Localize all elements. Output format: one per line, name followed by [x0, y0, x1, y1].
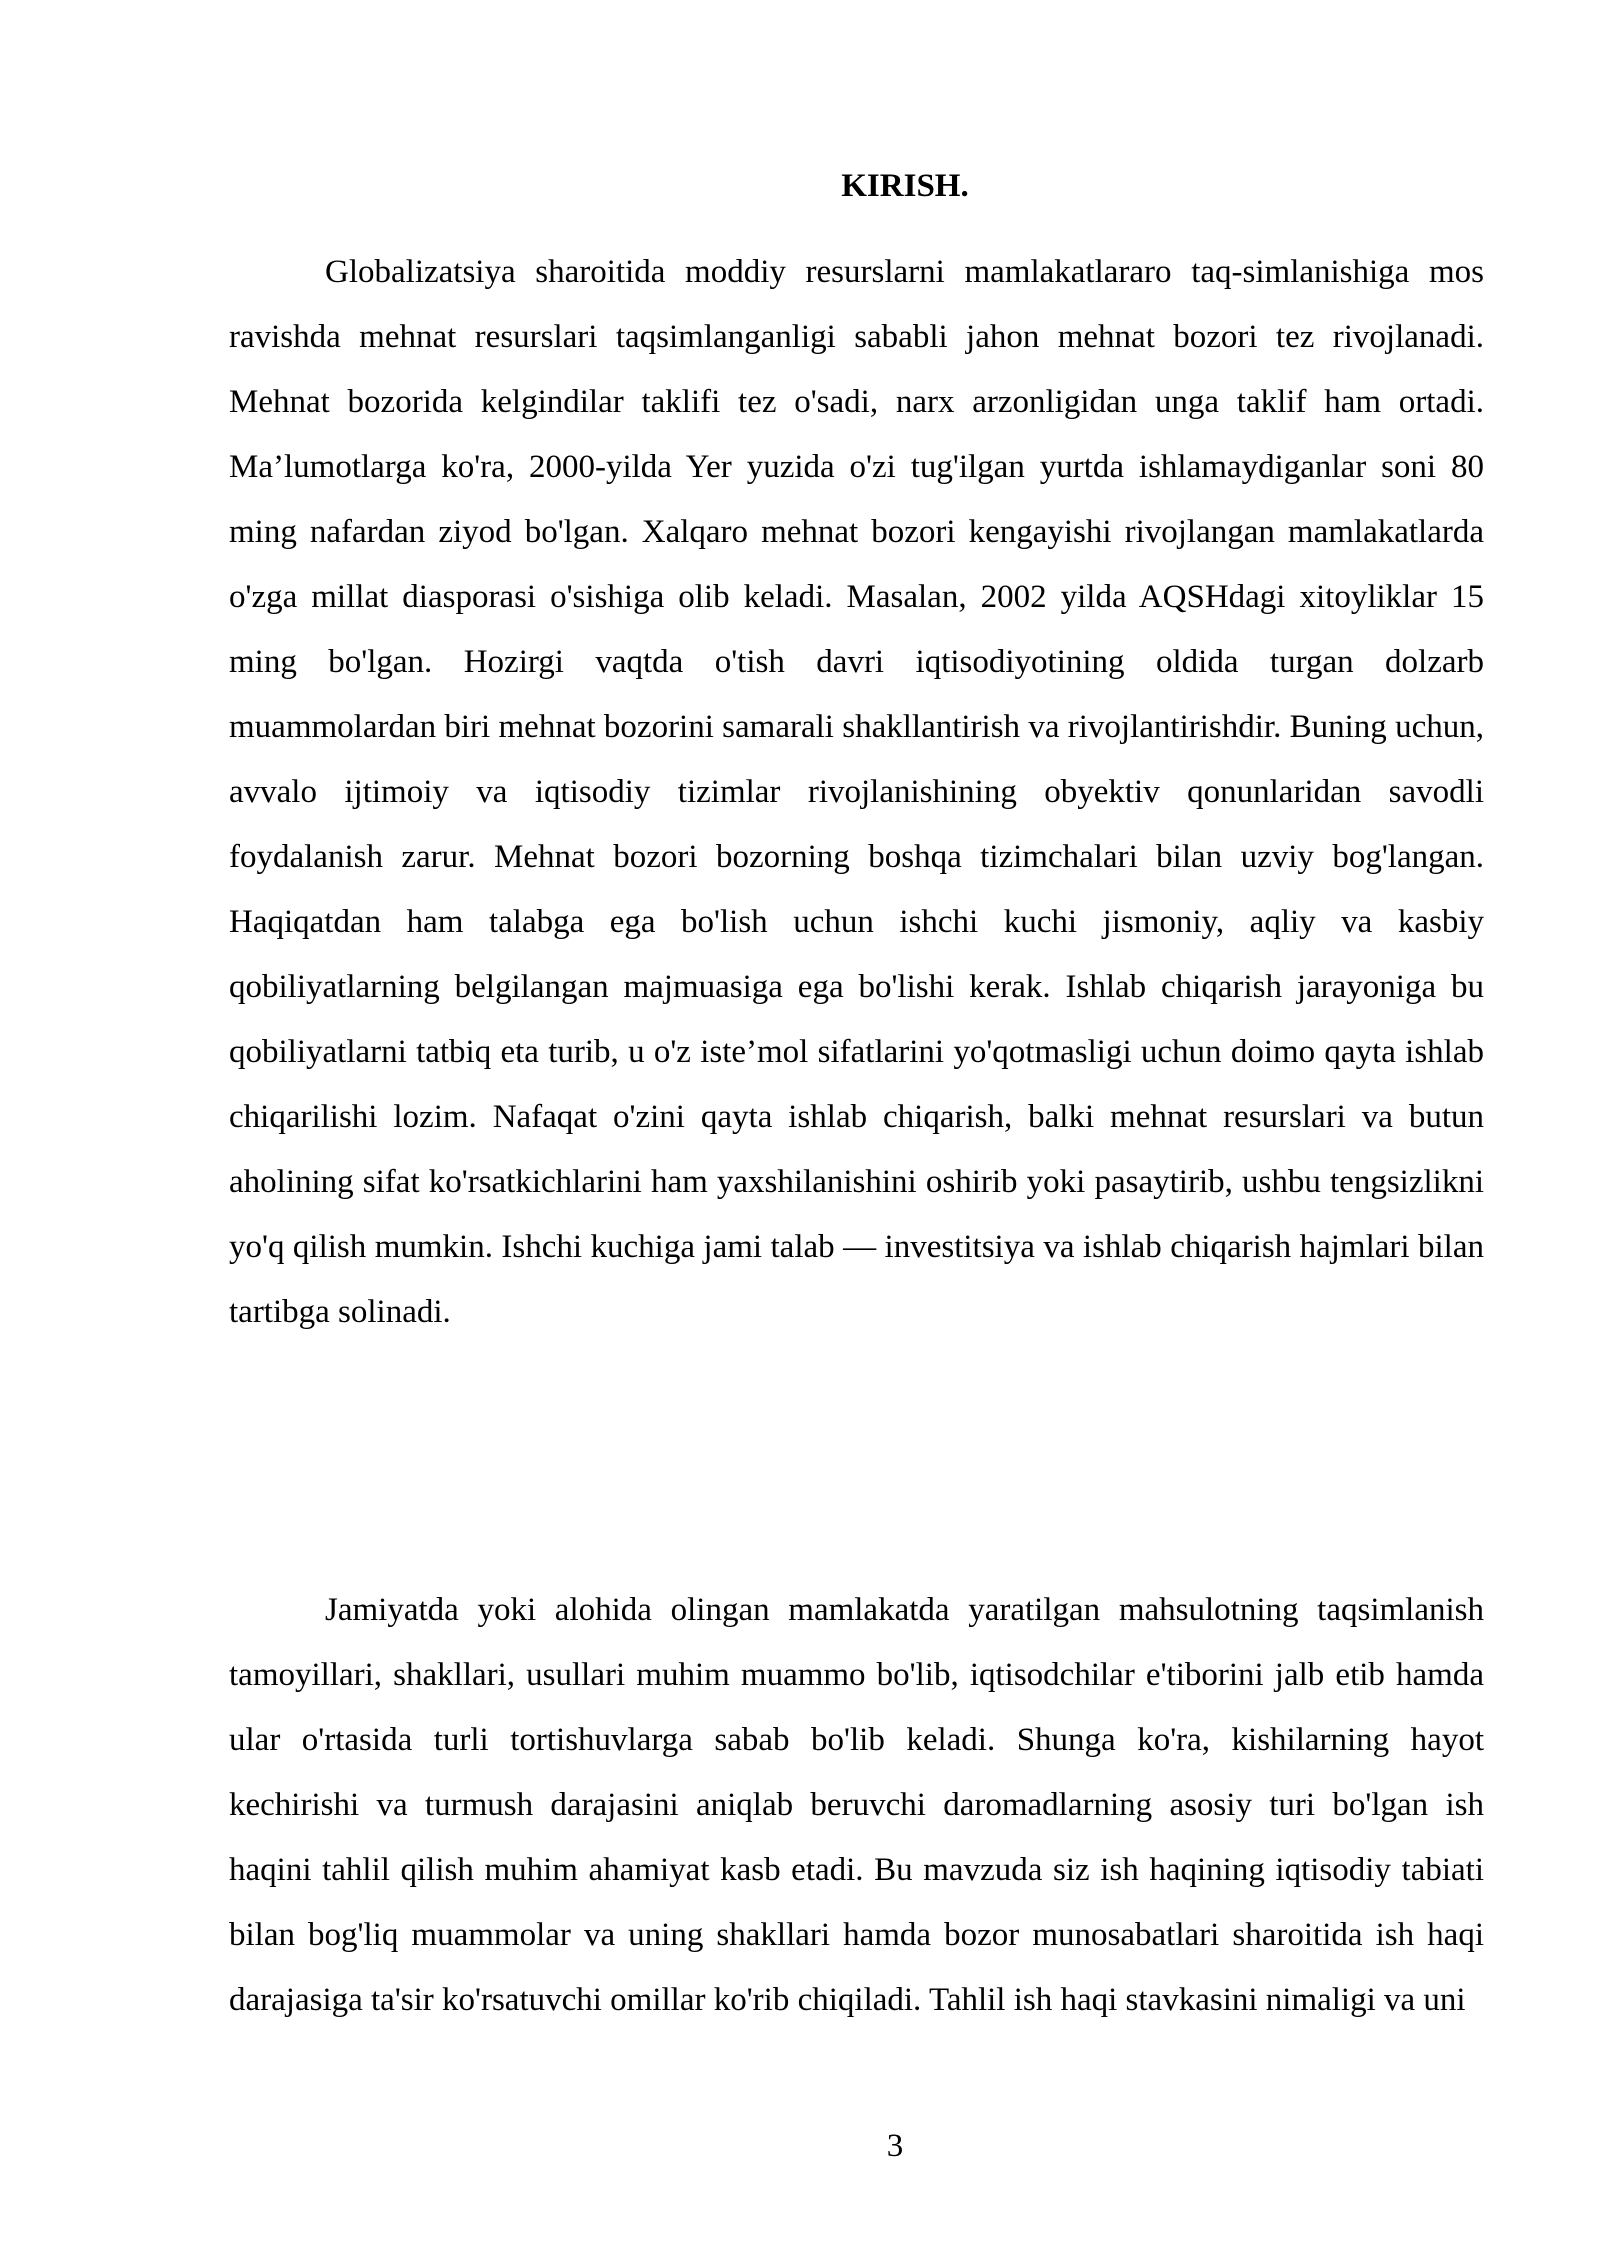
- page-title: KIRISH.: [841, 168, 969, 204]
- body-paragraph: Globalizatsiya sharoitida moddiy resurslarni mamlakatlararo taq-simlanishiga mos ravishda mehnat resurslari taqsimlanganligi sababli jahon mehnat bozori tez rivojlanadi. Mehnat bozorida kelgindilar taklifi tez o'sadi, narx arzonligidan unga taklif ham ortadi. Ma’lumotlarga ko'ra, 2000-yilda Yer yuzida o'zi tug'ilgan yurtda ishlamaydiganlar soni 80 ming nafardan ziyod bo'lgan. Xalqaro mehnat bozori kengayishi rivojlangan mamlakatlarda o'zga millat diasporasi o'sishiga olib keladi. Masalan, 2002 yilda AQSHdagi xitoyliklar 15 ming bo'lgan. Hozirgi vaqtda o'tish davri iqtisodiyotining oldida turgan dolzarb muammolardan biri mehnat bozorini samarali shakllantirish va rivojlantirishdir. Buning uchun, avvalo ijtimoiy va iqtisodiy tizimlar rivojlanishining obyektiv qonunlaridan savodli foydalanish zarur. Mehnat bozori bozorning boshqa tizimchalari bilan uzviy bog'langan. Haqiqatdan ham talabga ega bo'lish uchun ishchi kuchi jismoniy, aqliy va kasbiy qobiliyatlarning belgilangan majmuasiga ega bo'lishi kerak. Ishlab chiqarish jarayoniga bu qobiliyatlarni tatbiq eta turib, u o'z iste’mol sifatlarini yo'qotmasligi uchun doimo qayta ishlab chiqarilishi lozim. Nafaqat o'zini qayta ishlab chiqarish, balki mehnat resurslari va butun aholining sifat ko'rsatkichlarini ham yaxshilanishini oshirib yoki pasaytirib, ushbu tengsizlikni yo'q qilish mumkin. Ishchi kuchiga jami talab — investitsiya va ishlab chiqarish hajmlari bilan tartibga solinadi.: [229, 254, 1484, 1330]
- page-number: 3: [886, 2128, 904, 2164]
- body-paragraph: Jamiyatda yoki alohida olingan mamlakatda yaratilgan mahsulotning taqsimlanish tamoyillari, shakllari, usullari muhim muammo bo'lib, iqtisodchilar e'tiborini jalb etib hamda ular o'rtasida turli tortishuvlarga sabab bo'lib keladi. Shunga ko'ra, kishilarning hayot kechirishi va turmush darajasini aniqlab beruvchi daromadlarning asosiy turi bo'lgan ish haqini tahlil qilish muhim ahamiyat kasb etadi. Bu mavzuda siz ish haqining iqtisodiy tabiati bilan bog'liq muammolar va uning shakllari hamda bozor munosabatlari sharoitida ish haqi darajasiga ta'sir ko'rsatuvchi omillar ko'rib chiqiladi. Tahlil ish haqi stavkasini nimaligi va uni: [229, 1592, 1484, 2018]
